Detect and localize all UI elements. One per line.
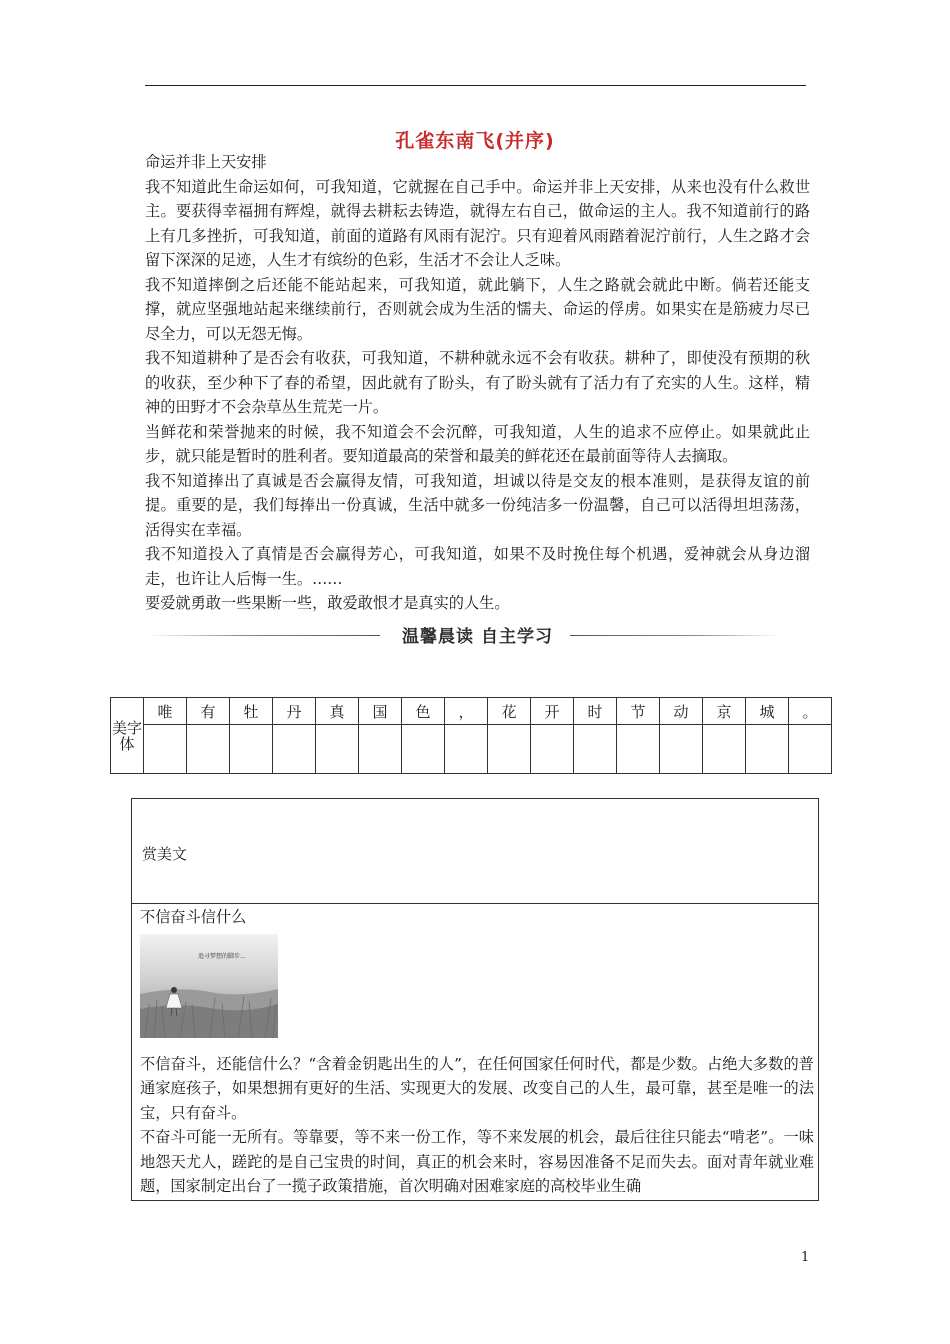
essay [145, 150, 810, 616]
practice-char: 色 [402, 698, 445, 725]
appreciation-header [132, 799, 818, 904]
page-number: 1 [801, 1250, 810, 1265]
calligraphy-practice-table [110, 697, 832, 774]
appreciation-box [131, 798, 819, 1201]
practice-label: 美字体 [111, 698, 144, 774]
practice-char: 唯 [144, 698, 187, 725]
essay-paragraph: 要爱就勇敢一些果断一些，敢爱敢恨才是真实的人生。 [145, 594, 510, 612]
practice-char: 京 [703, 698, 746, 725]
appreciation-paragraph: 不信奋斗，还能信什么？“含着金钥匙出生的人”，在任何国家任何时代，都是少数。占绝大多数的普通家庭孩子，如果想拥有更好的生活、实现更大的发展、改变自己的人生，最可靠，甚至是唯一的法宝，只有奋斗。 [140, 1054, 814, 1122]
practice-blank[interactable] [273, 725, 316, 774]
practice-char: 有 [187, 698, 230, 725]
practice-blank[interactable] [402, 725, 445, 774]
essay-paragraph: 我不知道耕种了是否会有收获，可我知道，不耕种就永远不会有收获。耕种了，即使没有预期的秋的收获，至少种下了春的希望，因此就有了盼头，有了盼头就有了活力有了充实的人生。这样，精神的田野才不会杂草丛生荒芜一片。 [145, 349, 810, 416]
essay-paragraph: 我不知道此生命运如何，可我知道，它就握在自己手中。命运并非上天安排，从来也没有什么救世主。要获得幸福拥有辉煌，就得去耕耘去铸造，就得左右自己，做命运的主人。我不知道前行的路上有几多挫折，可我知道，前面的道路有风雨有泥泞。只有迎着风雨踏着泥泞前行，人生之路才会留下深深的足迹，人生才有缤纷的色彩，生活才不会让人乏味。 [145, 177, 810, 269]
practice-blank[interactable] [316, 725, 359, 774]
practice-blank[interactable] [488, 725, 531, 774]
appreciation-paragraph: 不奋斗可能一无所有。等靠要，等不来一份工作，等不来发展的机会，最后往往只能去“啃老”。一味地怨天尤人，蹉跎的是自己宝贵的时间，真正的机会来时，容易因准备不足而失去。面对青年就业难题，国家制定出台了一揽子政策措施，首次明确对困难家庭的高校毕业生确 [140, 1128, 814, 1195]
practice-blank[interactable] [789, 725, 832, 774]
appreciation-content [140, 905, 814, 1199]
practice-char: 丹 [273, 698, 316, 725]
practice-char: 城 [746, 698, 789, 725]
practice-blank[interactable] [359, 725, 402, 774]
practice-blank[interactable] [445, 725, 488, 774]
practice-char: 开 [531, 698, 574, 725]
practice-blank[interactable] [230, 725, 273, 774]
practice-char: 国 [359, 698, 402, 725]
photo-caption: 追寻梦想的脚步... [198, 952, 246, 960]
girl-in-grass-photo [140, 934, 278, 1038]
practice-char: 花 [488, 698, 531, 725]
practice-blank[interactable] [746, 725, 789, 774]
practice-char: ， [445, 698, 488, 725]
essay-paragraph: 我不知道摔倒之后还能不能站起来，可我知道，就此躺下，人生之路就会就此中断。倘若还能支撑，就应坚强地站起来继续前行，否则就会成为生活的懦夫、命运的俘虏。如果实在是筋疲力尽已尽全力，可以无怨无悔。 [145, 275, 810, 343]
appreciation-subtitle: 不信奋斗信什么 [140, 908, 247, 926]
practice-char: 真 [316, 698, 359, 725]
practice-blank[interactable] [617, 725, 660, 774]
practice-blank[interactable] [660, 725, 703, 774]
essay-paragraph: 我不知道捧出了真诚是否会赢得友情，可我知道，坦诚以待是交友的根本准则，是获得友谊的前提。重要的是，我们每捧出一份真诚，生活中就多一份纯洁多一份温馨，自己可以活得坦坦荡荡，活得实在幸福。 [145, 471, 810, 539]
practice-char: 牡 [230, 698, 273, 725]
page-title: 孔雀东南飞(并序) [395, 130, 555, 152]
practice-char: 动 [660, 698, 703, 725]
appreciation-header-label: 赏美文 [142, 845, 188, 863]
practice-char: 节 [617, 698, 660, 725]
practice-blank[interactable] [144, 725, 187, 774]
essay-paragraph: 我不知道投入了真情是否会赢得芳心，可我知道，如果不及时挽住每个机遇，爱神就会从身边溜走，也许让人后悔一生。…… [145, 545, 810, 588]
header-rule [145, 85, 806, 86]
practice-blank[interactable] [531, 725, 574, 774]
practice-blank[interactable] [187, 725, 230, 774]
banner-text: 温馨晨读 自主学习 [402, 627, 553, 647]
practice-char: 。 [789, 698, 832, 725]
practice-blank[interactable] [703, 725, 746, 774]
essay-paragraph: 当鲜花和荣誉抛来的时候，我不知道会不会沉醉，可我知道，人生的追求不应停止。如果就此止步，就只能是暂时的胜利者。要知道最高的荣誉和最美的鲜花还在最前面等待人去摘取。 [145, 422, 810, 465]
essay-heading: 命运并非上天安排 [145, 153, 267, 171]
section-banner [145, 622, 810, 648]
practice-blank[interactable] [574, 725, 617, 774]
practice-char: 时 [574, 698, 617, 725]
